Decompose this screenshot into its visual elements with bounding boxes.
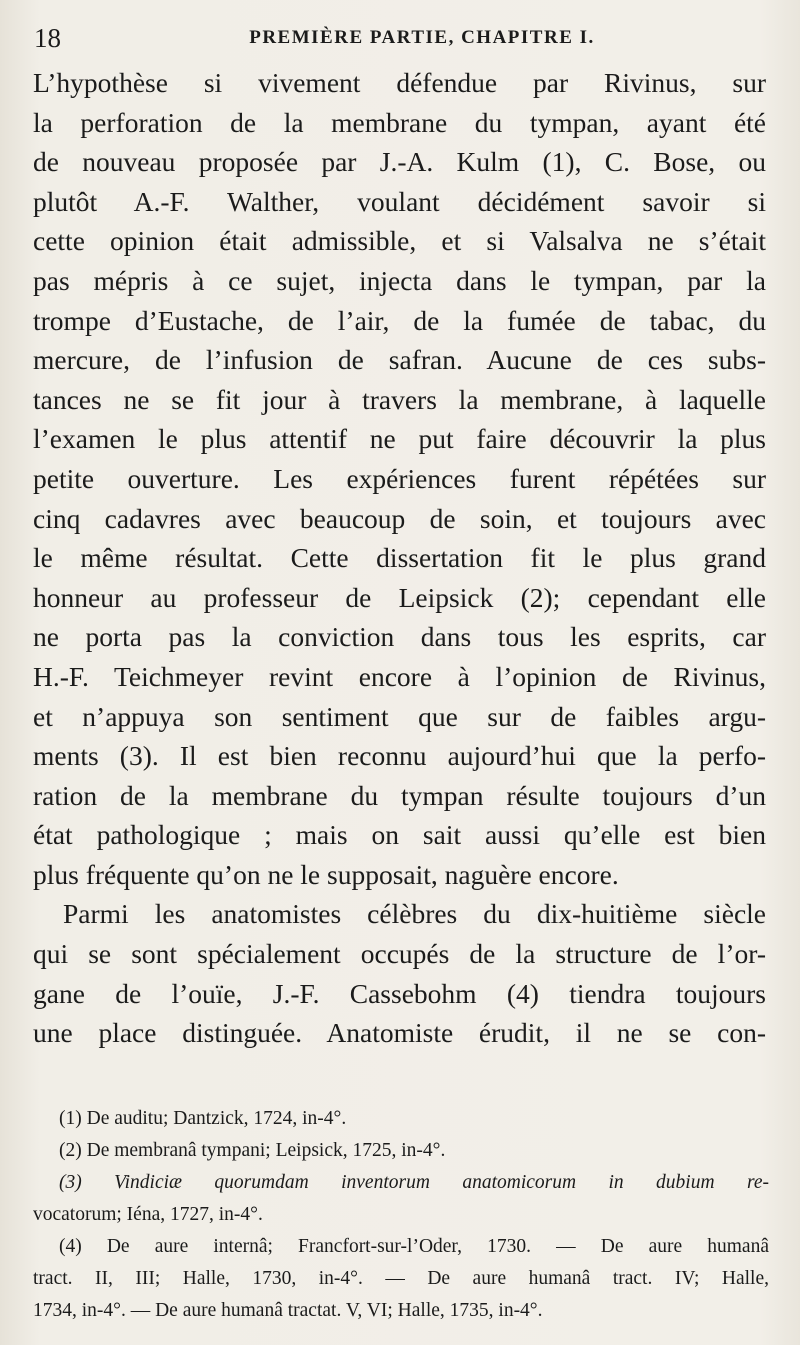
footnote-4-continued: tract. II, III; Halle, 1730, in-4°. — De aure humanâ tract. IV; Halle, [33, 1268, 769, 1289]
body-line: plutôt A.-F. Walther, voulant décidément savoir si [33, 185, 766, 217]
footnote-4-continued: 1734, in-4°. — De aure humanâ tractat. V, VI; Halle, 1735, in-4°. [33, 1300, 543, 1321]
footnote-1: (1) De auditu; Dantzick, 1724, in-4°. [59, 1108, 347, 1129]
body-line: Parmi les anatomistes célèbres du dix-huitième siècle [63, 898, 766, 930]
body-line: ments (3). Il est bien reconnu aujourd’hui que la perfo- [33, 740, 766, 772]
body-line: petite ouverture. Les expériences furent répétées sur [33, 462, 766, 494]
body-line: ration de la membrane du tympan résulte toujours d’un [33, 779, 766, 811]
body-text [33, 63, 766, 1053]
body-line: cinq cadavres avec beaucoup de soin, et toujours avec [33, 502, 766, 534]
footnote-3-continued: vocatorum; Iéna, 1727, in-4°. [33, 1204, 263, 1225]
body-line: de nouveau proposée par J.-A. Kulm (1), C. Bose, ou [33, 146, 766, 178]
body-line: cette opinion était admissible, et si Valsalva ne s’était [33, 225, 766, 257]
page-number: 18 [34, 23, 61, 53]
body-line: état pathologique ; mais on sait aussi qu’elle est bien [33, 819, 766, 851]
body-line: pas mépris à ce sujet, injecta dans le tympan, par la [33, 264, 766, 296]
body-line: H.-F. Teichmeyer revint encore à l’opinion de Rivinus, [33, 660, 766, 692]
body-line: trompe d’Eustache, de l’air, de la fumée de tabac, du [33, 304, 766, 336]
body-line: tances ne se fit jour à travers la membrane, à laquelle [33, 383, 766, 415]
body-line: et n’appuya son sentiment que sur de faibles argu- [33, 700, 766, 732]
body-line: L’hypothèse si vivement défendue par Rivinus, sur [33, 67, 766, 98]
body-line: la perforation de la membrane du tympan, ayant été [33, 106, 766, 138]
body-line: mercure, de l’infusion de safran. Aucune de ces subs- [33, 344, 766, 376]
page-header [34, 20, 770, 56]
footnotes [33, 1103, 769, 1327]
body-line: qui se sont spécialement occupés de la structure de l’or- [33, 938, 766, 970]
footnote-3: (3) Vindiciæ quorumdam inventorum anatomicorum in dubium re- [59, 1172, 769, 1193]
body-line: le même résultat. Cette dissertation fit le plus grand [33, 542, 766, 574]
body-line: honneur au professeur de Leipsick (2); cependant elle [33, 581, 766, 613]
body-line: plus fréquente qu’on ne le supposait, naguère encore. [33, 858, 619, 890]
running-head: PREMIÈRE PARTIE, CHAPITRE I. [249, 27, 595, 48]
footnote-2: (2) De membranâ tympani; Leipsick, 1725, in-4°. [59, 1140, 446, 1161]
footnote-4: (4) De aure internâ; Francfort-sur-l’Oder, 1730. — De aure humanâ [59, 1236, 769, 1257]
body-line: ne porta pas la conviction dans tous les esprits, car [33, 621, 766, 653]
body-line: une place distinguée. Anatomiste érudit, il ne se con- [33, 1017, 766, 1049]
body-line: gane de l’ouïe, J.-F. Cassebohm (4) tiendra toujours [33, 977, 766, 1009]
body-line: l’examen le plus attentif ne put faire découvrir la plus [33, 423, 766, 455]
